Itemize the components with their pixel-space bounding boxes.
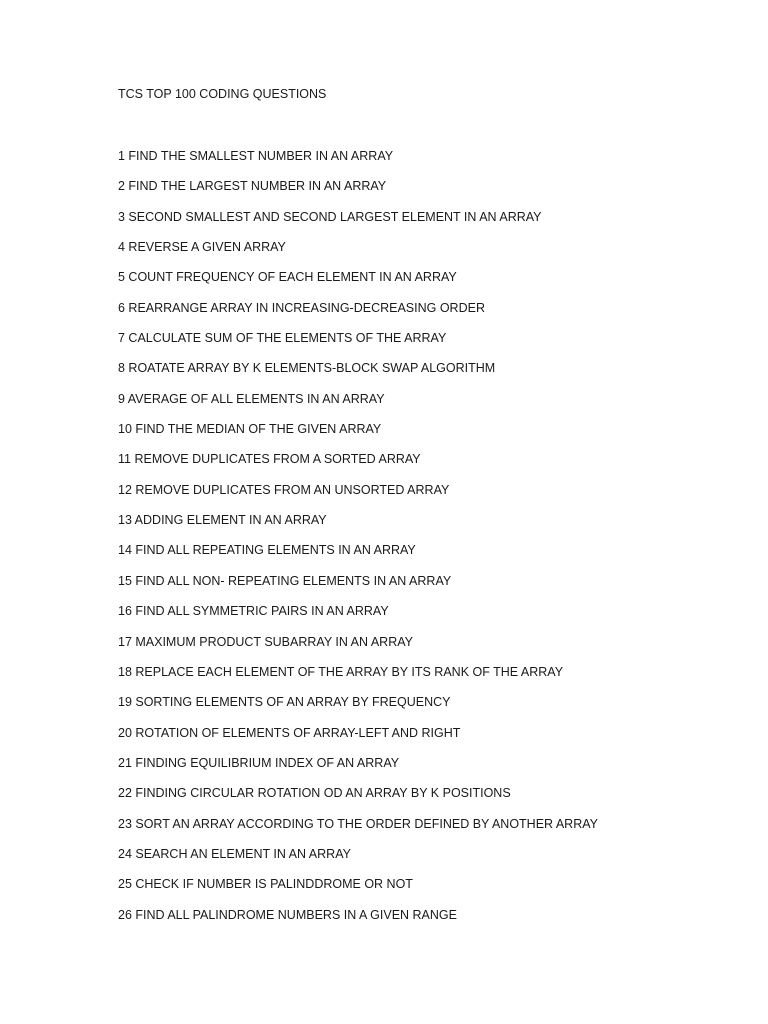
- question-item: 9 AVERAGE OF ALL ELEMENTS IN AN ARRAY: [118, 391, 385, 406]
- question-item: 24 SEARCH AN ELEMENT IN AN ARRAY: [118, 846, 351, 861]
- question-item: 18 REPLACE EACH ELEMENT OF THE ARRAY BY ITS RANK OF THE ARRAY: [118, 664, 564, 679]
- question-item: 4 REVERSE A GIVEN ARRAY: [118, 240, 286, 255]
- question-item: 1 FIND THE SMALLEST NUMBER IN AN ARRAY: [118, 149, 394, 163]
- question-item: 5 COUNT FREQUENCY OF EACH ELEMENT IN AN ARRAY: [118, 270, 457, 285]
- question-item: 20 ROTATION OF ELEMENTS OF ARRAY-LEFT AND RIGHT: [118, 725, 461, 740]
- question-item: 7 CALCULATE SUM OF THE ELEMENTS OF THE ARRAY: [118, 331, 447, 346]
- question-item: 8 ROATATE ARRAY BY K ELEMENTS-BLOCK SWAP ALGORITHM: [118, 361, 496, 376]
- question-item: 2 FIND THE LARGEST NUMBER IN AN ARRAY: [118, 179, 387, 194]
- question-item: 25 CHECK IF NUMBER IS PALINDDROME OR NOT: [118, 877, 413, 892]
- question-item: 3 SECOND SMALLEST AND SECOND LARGEST ELEMENT IN AN ARRAY: [118, 209, 542, 224]
- question-item: 19 SORTING ELEMENTS OF AN ARRAY BY FREQUENCY: [118, 695, 451, 710]
- question-list: [118, 148, 598, 937]
- question-item: 16 FIND ALL SYMMETRIC PAIRS IN AN ARRAY: [118, 604, 389, 619]
- question-item: 15 FIND ALL NON- REPEATING ELEMENTS IN AN ARRAY: [118, 573, 452, 588]
- question-item: 17 MAXIMUM PRODUCT SUBARRAY IN AN ARRAY: [118, 634, 413, 649]
- question-item: 11 REMOVE DUPLICATES FROM A SORTED ARRAY: [118, 452, 421, 467]
- question-item: 21 FINDING EQUILIBRIUM INDEX OF AN ARRAY: [118, 755, 400, 770]
- question-item: 26 FIND ALL PALINDROME NUMBERS IN A GIVEN RANGE: [118, 907, 457, 922]
- question-item: 12 REMOVE DUPLICATES FROM AN UNSORTED ARRAY: [118, 482, 450, 497]
- question-item: 13 ADDING ELEMENT IN AN ARRAY: [118, 513, 327, 528]
- question-item: 22 FINDING CIRCULAR ROTATION OD AN ARRAY BY K POSITIONS: [118, 786, 511, 801]
- question-item: 6 REARRANGE ARRAY IN INCREASING-DECREASING ORDER: [118, 300, 485, 315]
- document-title: TCS TOP 100 CODING QUESTIONS: [118, 87, 327, 101]
- question-item: 23 SORT AN ARRAY ACCORDING TO THE ORDER DEFINED BY ANOTHER ARRAY: [118, 816, 598, 831]
- question-item: 14 FIND ALL REPEATING ELEMENTS IN AN ARRAY: [118, 543, 416, 558]
- question-item: 10 FIND THE MEDIAN OF THE GIVEN ARRAY: [118, 422, 382, 437]
